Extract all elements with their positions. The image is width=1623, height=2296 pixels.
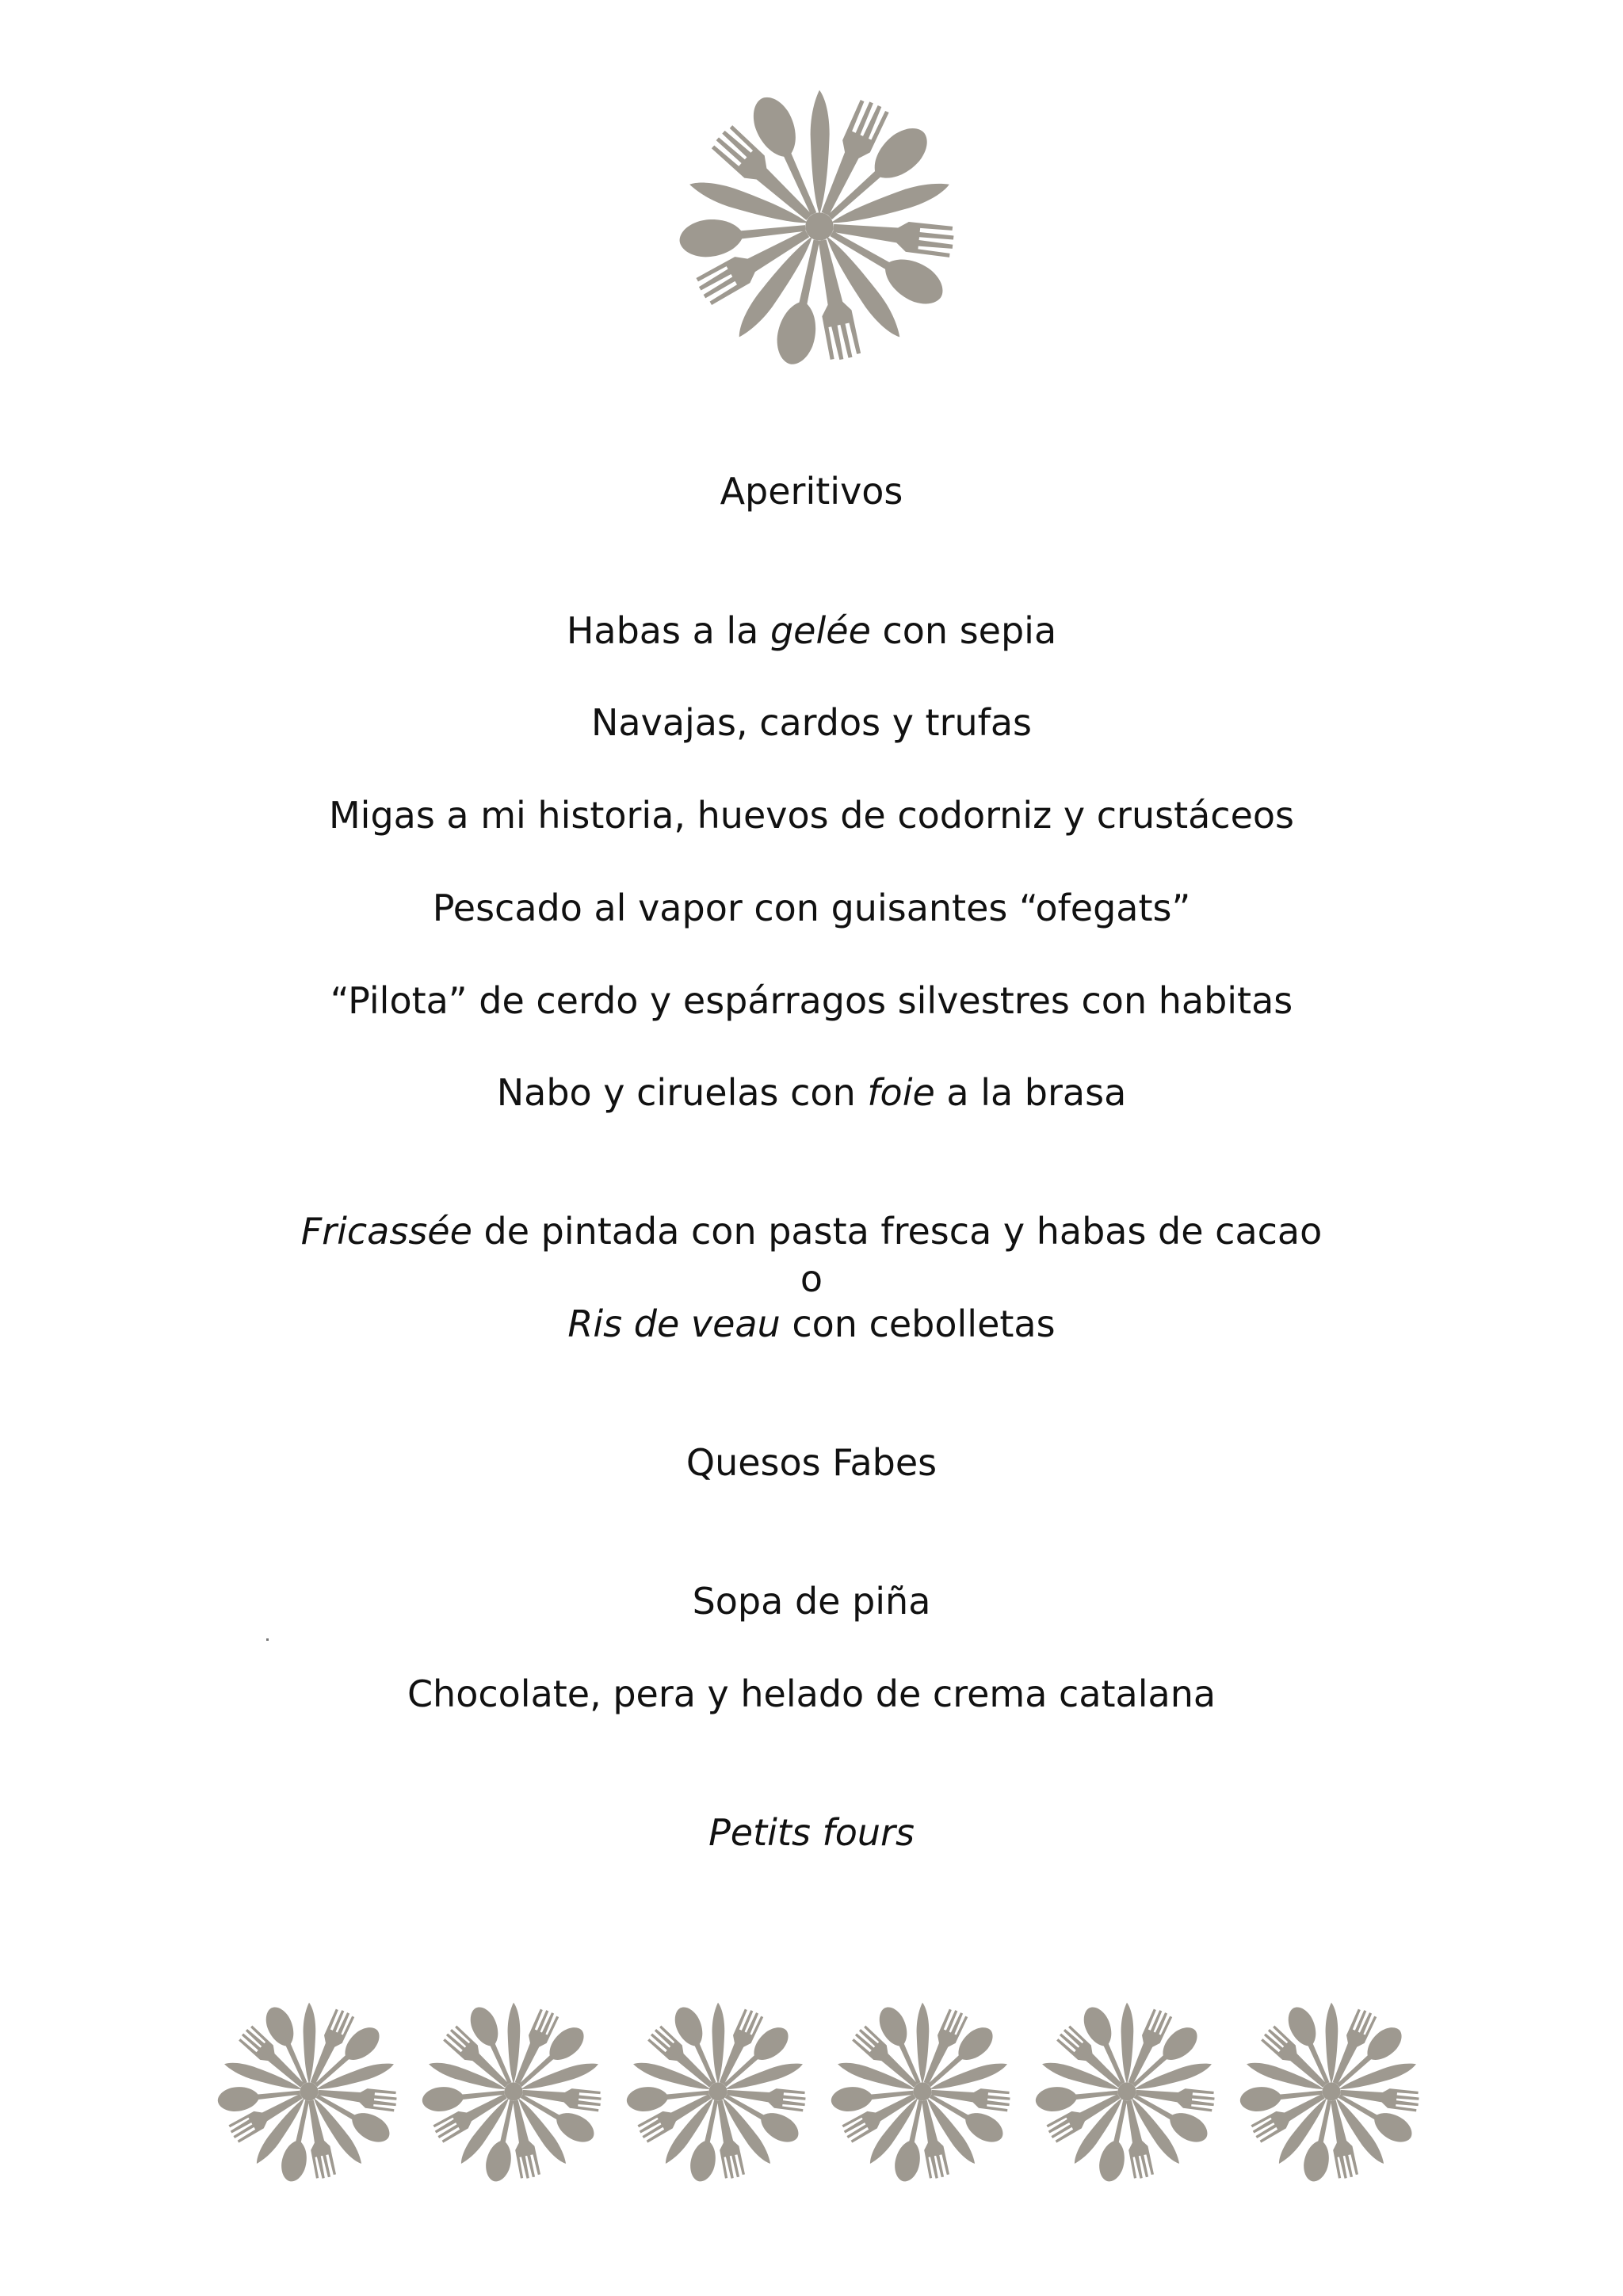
menu-item-text: con sepia [870,609,1057,652]
cutlery-flower-icon [415,1993,612,2190]
footer-logo-row [211,1993,1431,2191]
menu-item-italic: foie [867,1071,935,1114]
menu-item-sopa-pina: Sopa de piña [692,1580,931,1623]
cutlery-flower-icon [669,76,970,377]
menu-item-habas [0,608,1623,653]
menu-item-italic: gelée [769,609,871,652]
menu-item-text: de pintada con pasta fresca y habas de cacao [472,1210,1323,1253]
section-heading-aperitivos: Aperitivos [720,470,903,513]
menu-item-navajas: Navajas, cardos y trufas [591,701,1032,744]
menu-item-italic: Petits fours [708,1811,915,1854]
footer-logo [1029,1993,1225,2190]
cutlery-flower-icon [1233,1993,1430,2190]
menu-item-petits-fours [0,1810,1623,1855]
menu-item-ris-de-veau [0,1302,1623,1346]
menu-item-quesos: Quesos Fabes [685,1441,938,1484]
menu-option-separator: o [800,1257,823,1300]
cutlery-flower-icon [1029,1993,1225,2190]
logo-cutlery-flower-icon [669,76,970,377]
menu-item-italic: Fricassée [300,1210,472,1253]
footer-logo [1233,1993,1430,2190]
cutlery-flower-icon [824,1993,1021,2190]
menu-item-text: Habas a la [566,609,770,652]
footer-logo [620,1993,816,2190]
menu-item-text: con cebolletas [780,1302,1056,1345]
cutlery-flower-icon [620,1993,816,2190]
menu-item-text: Nabo y ciruelas con [496,1071,868,1114]
stray-mark [266,1638,269,1641]
menu-item-pilota: “Pilota” de cerdo y espárragos silvestres con habitas [330,979,1293,1022]
footer-logo [824,1993,1021,2190]
menu-item-italic: Ris de veau [567,1302,781,1345]
menu-item-fricassee [0,1209,1623,1253]
footer-logo [211,1993,407,2190]
footer-logo [415,1993,612,2190]
menu-item-migas: Migas a mi historia, huevos de codorniz y crustáceos [328,794,1295,837]
menu-item-chocolate: Chocolate, pera y helado de crema catalana [407,1672,1216,1715]
menu-item-text: a la brasa [934,1071,1127,1114]
menu-item-pescado: Pescado al vapor con guisantes “ofegats” [432,887,1191,929]
cutlery-flower-icon [211,1993,407,2190]
menu-item-nabo [0,1070,1623,1115]
